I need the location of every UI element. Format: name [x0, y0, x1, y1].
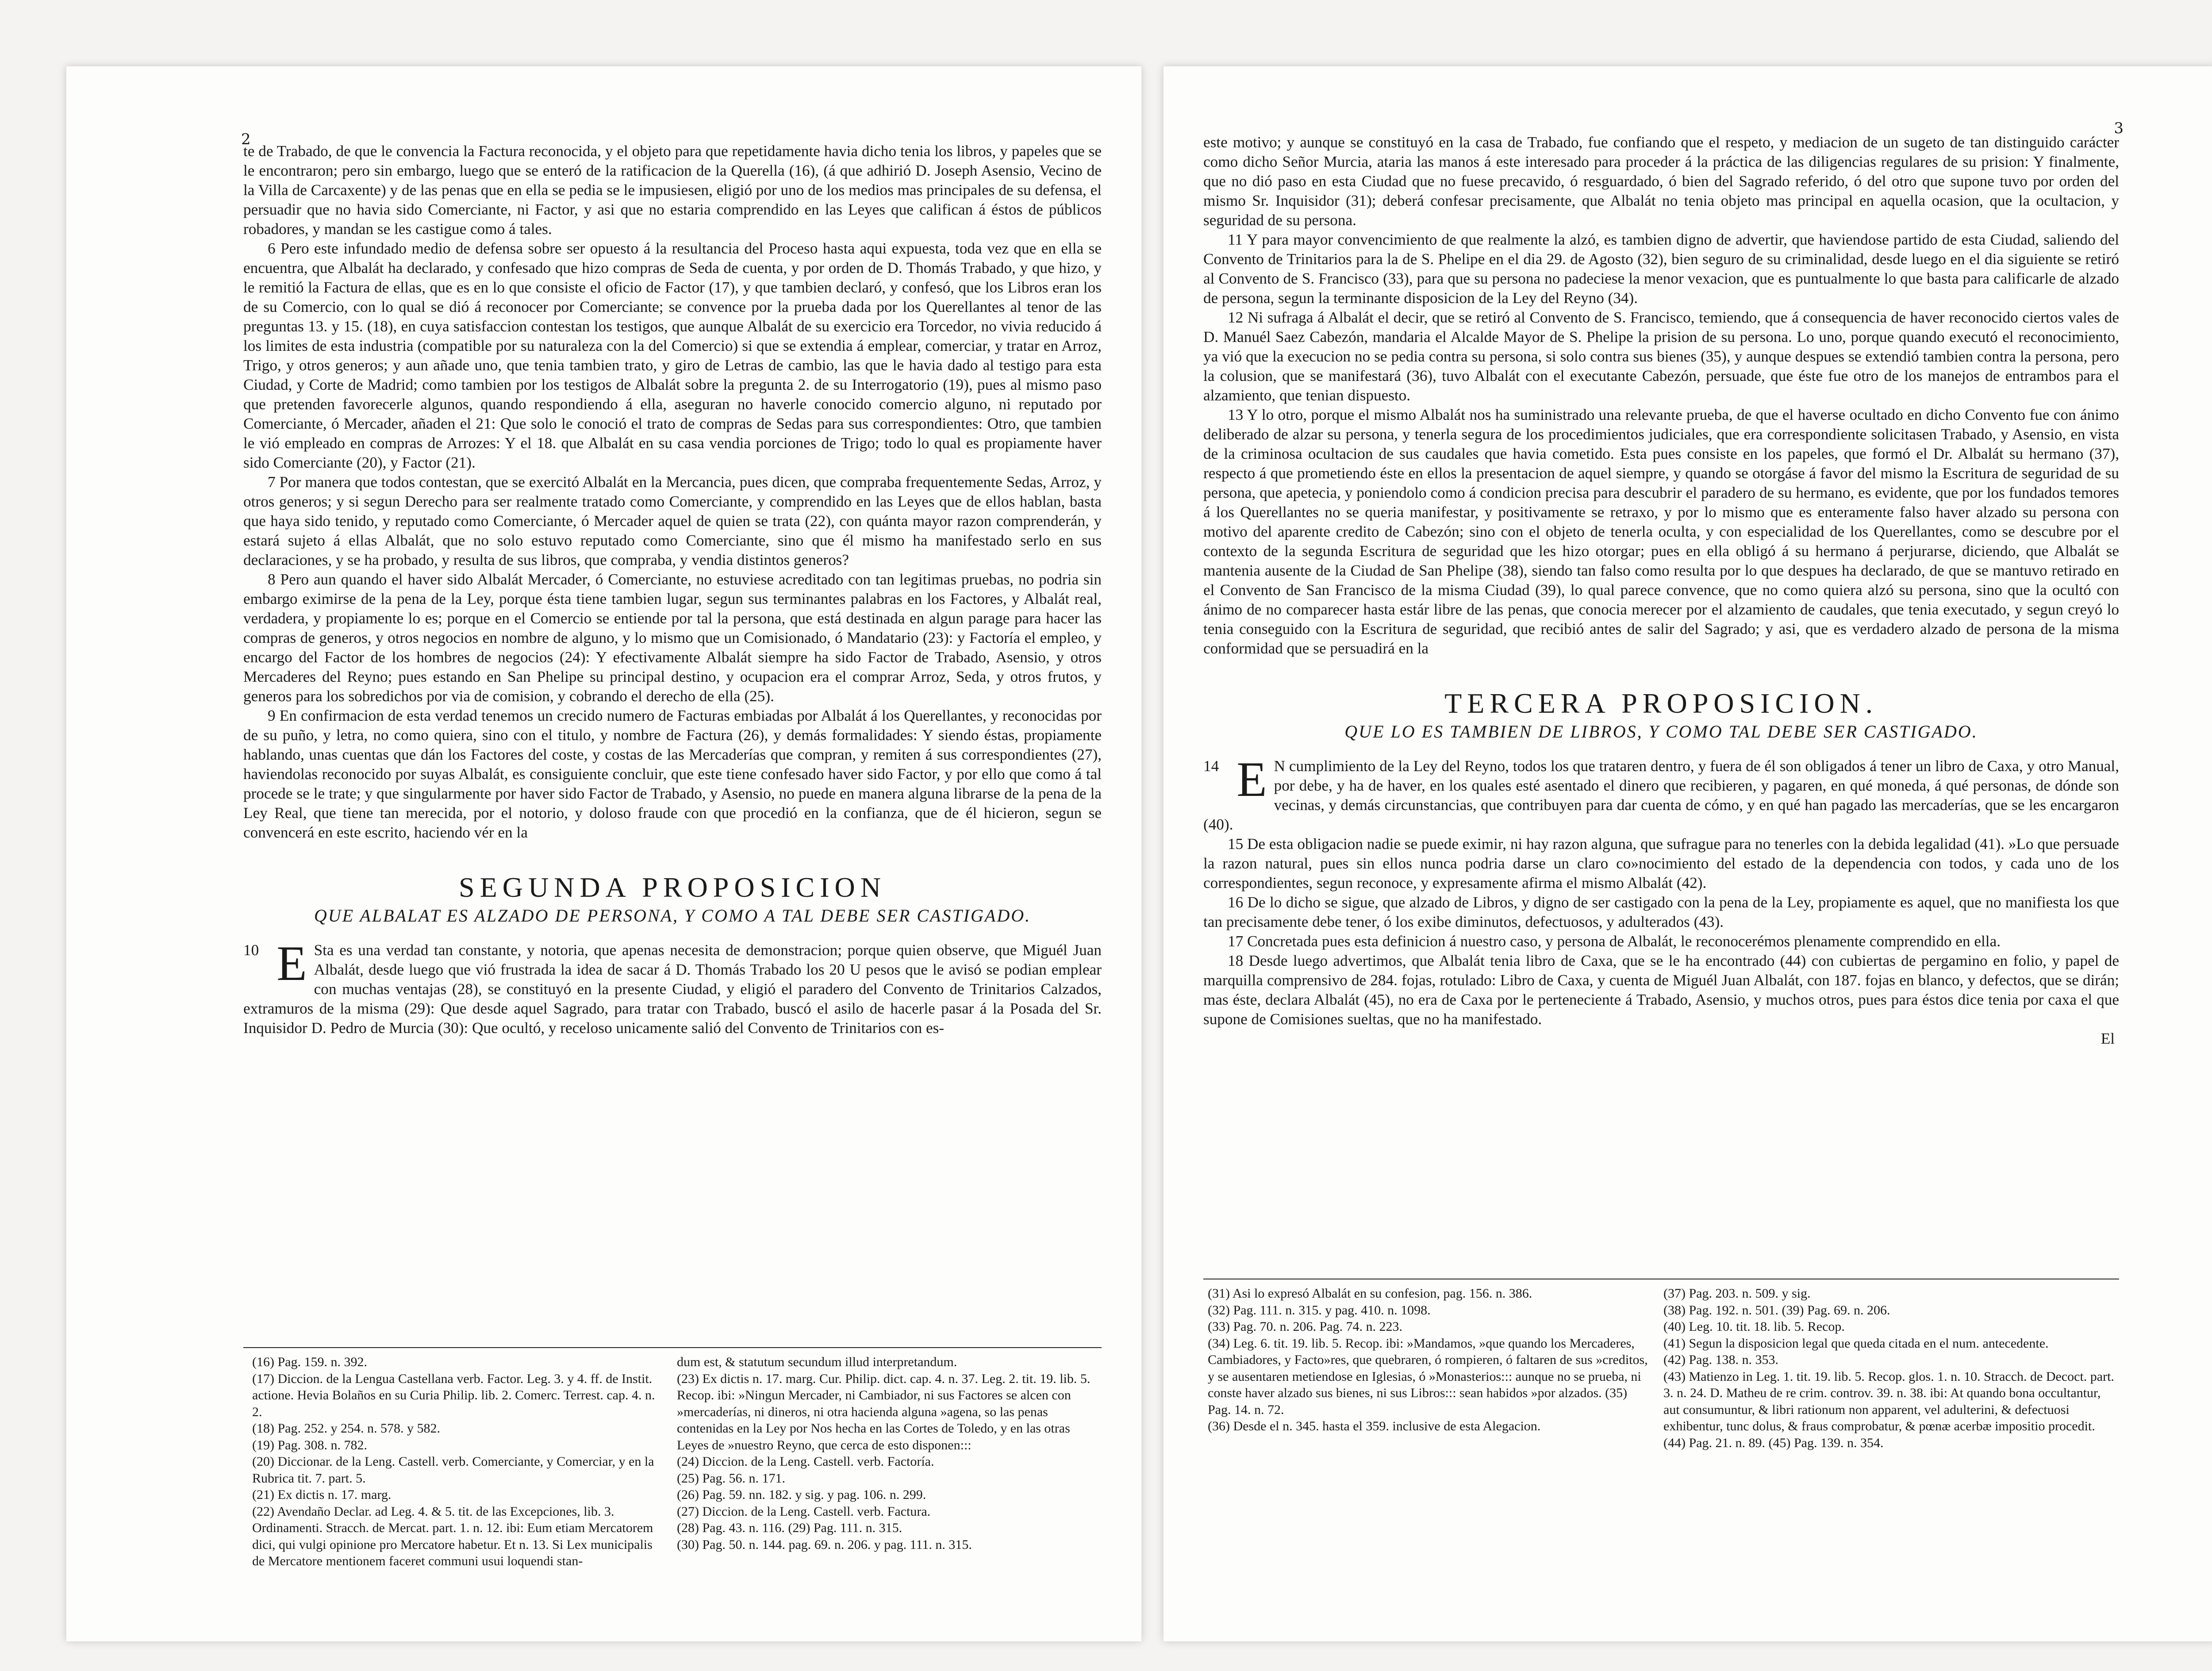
footnote: (27) Diccion. de la Leng. Castell. verb. Factura.: [677, 1504, 931, 1519]
footnote: (16) Pag. 159. n. 392.: [252, 1355, 367, 1369]
footnote: (28) Pag. 43. n. 116. (29) Pag. 111. n. 315.: [677, 1521, 902, 1535]
paragraph: 9 En confirmacion de esta verdad tenemos un crecido numero de Facturas embiadas por Albalát á los Querellantes, y reconocidas por de su puño, y letra, no como quiera, sino con el titulo, y nombre de Factura (26), y demás formalidades: Y siendo éstas, propiamente hablando, unas cuentas que dán los Factores del coste, y costas de las Mercaderías que compran, y remiten á sus correspondientes (27), haviendolas reconocido por suyas Albalát, es consiguiente concluir, que este tiene confesado haver sido Factor, y por ello que como á tal procede se le trate; y que singularmente por haver sido Factor de Trabado, y Asensio, no puede en manera alguna librarse de la pena de la Ley Real, que tiene tan merecida, por el notorio, y doloso fraude con que procedió en la confianza, que de él hicieron, segun se convencerá en este escrito, haciendo vér en la: [243, 707, 1102, 841]
section-heading: SEGUNDA PROPOSICION: [459, 872, 886, 903]
footnote: dum est, & statutum secundum illud interpretandum.: [677, 1355, 957, 1369]
right-page: [1164, 66, 2212, 1641]
section-subheading: QUE ALBALAT ES ALZADO DE PERSONA, Y COMO A TAL DEBE SER CASTIGADO.: [314, 906, 1031, 926]
paragraph: te de Trabado, de que le convencia la Factura reconocida, y el objeto para que repetidamente havia dicho tenia los libros, y papeles que se le encontraron; pero sin embargo, luego que se enteró de la ratificacion de la Querella (16), (á que adhirió D. Joseph Asensio, Vecino de la Villa de Carcaxente) y de las penas que en ella se pedia se le impusiesen, eligió por uno de los medios mas principales de su defensa, el persuadir que no havia sido Comerciante, ni Factor, y asi que no estaria comprendido en las Leyes que califican á éstos de públicos robadores, y mandan se les castigue como á tales.: [243, 142, 1102, 238]
footnote: (26) Pag. 59. nn. 182. y sig. y pag. 106. n. 299.: [677, 1487, 926, 1502]
section-subheading: QUE LO ES TAMBIEN DE LIBROS, Y COMO TAL DEBE SER CASTIGADO.: [1344, 722, 1978, 741]
page-number: 3: [2114, 119, 2124, 137]
paragraph: 12 Ni sufraga á Albalát el decir, que se retiró al Convento de S. Francisco, temiendo, que á consequencia de haver reconocido ciertos vales de D. Manuél Saez Cabezón, mandaria el Alcalde Mayor de S. Phelipe la prision de su persona. Lo uno, porque quando executó el reconocimiento, ya vió que la execucion no se pedia contra su persona, si solo contra sus bienes (35), y aunque despues se extendió tambien contra la persona, pero la colusion, que se manifestará (36), tuvo Albalát con el executante Cabezón, persuade, que éste fue otro de los manejos de entrambos para el alzamiento, que tenian dispuesto.: [1203, 309, 2119, 404]
drop-cap: E: [276, 936, 307, 991]
footnote: (25) Pag. 56. n. 171.: [677, 1471, 785, 1486]
footnote: (17) Diccion. de la Lengua Castellana verb. Factor. Leg. 3. y 4. ff. de Instit. actione. Hevia Bolaños en su Curia Philip. lib. 2. Comerc. Terrest. cap. 4. n. 2.: [252, 1371, 655, 1419]
footnote: (43) Matienzo in Leg. 1. tit. 19. lib. 5. Recop. glos. 1. n. 10. Stracch. de Decoct. part. 3. n. 24. D. Matheu de re crim. controv. 39. n. 38. ibi: At quando bona occultantur, aut consumuntur, & libri rationum non apparent, vel adulterini, & defectuosi exhibentur, tunc dolus, & fraus comprobatur, & pœnæ acerbæ impositio procedit.: [1663, 1369, 2114, 1433]
section-heading: TERCERA PROPOSICION.: [1444, 688, 1878, 719]
footnote: (24) Diccion. de la Leng. Castell. verb. Factoría.: [677, 1454, 934, 1469]
footnote: (34) Leg. 6. tit. 19. lib. 5. Recop. ibi: »Mandamos, »que quando los Mercaderes, Cambiadores, y Facto»res, que quebraren, ó rompieren, ó faltaren de sus »creditos, y se ausentaren metiendose en Iglesias, ó »Monasterios::: aunque no se prueba, ni conste haver alzado sus bienes, ni sus Libros::: sean habidos »por alzados. (35) Pag. 14. n. 72.: [1208, 1336, 1648, 1417]
paragraph: 15 De esta obligacion nadie se puede eximir, ni hay razon alguna, que sufrague para no tenerles con la debida legalidad (41). »Lo que persuade la razon natural, pues sin ellos nunca podria darse un claro co»nocimiento del estado de la dependencia con todos, y cada uno de los correspondientes, segun reconoce, y expresamente afirma el mismo Albalát (42).: [1203, 835, 2119, 891]
footnote: (18) Pag. 252. y 254. n. 578. y 582.: [252, 1421, 440, 1436]
left-page: [66, 66, 1141, 1641]
footnotes-column-1: [252, 1354, 664, 1570]
footnotes-column-2: [1663, 1285, 2115, 1451]
footnote: (38) Pag. 192. n. 501. (39) Pag. 69. n. 206.: [1663, 1302, 1890, 1318]
paragraph: 11 Y para mayor convencimiento de que realmente la alzó, es tambien digno de advertir, que haviendose partido de esta Ciudad, saliendo del Convento de Trinitarios para la de S. Phelipe en el dia 29. de Agosto (32), bien seguro de su criminalidad, desde luego en el dia siguiente se retiró al Convento de S. Francisco (33), para que su persona no padeciese la menor vexacion, que es puntualmente lo que basta para calificarle de alzado de persona, segun la terminante disposicion de la Ley del Reyno (34).: [1203, 231, 2119, 307]
paragraph-number: 14: [1203, 757, 1219, 775]
paragraph: 17 Concretada pues esta definicion á nuestro caso, y persona de Albalát, le reconocerémos plenamente comprendido en ella.: [1228, 933, 2001, 950]
paragraph-number: 10: [243, 941, 259, 959]
footnote: (23) Ex dictis n. 17. marg. Cur. Philip. dict. cap. 4. n. 37. Leg. 2. tit. 19. lib. 5. Recop. ibi: »Ningun Mercader, ni Cambiador, ni sus Factores se alcen con »mercaderías, ni dineros, ni otra hacienda alguna »agena, so las penas contenidas en la Ley por Nos hecha en las Cortes de Toledo, y en las otras Leyes de »nuestro Reyno, que cerca de esto disponen:::: [677, 1371, 1091, 1452]
footnote: (21) Ex dictis n. 17. marg.: [252, 1487, 392, 1502]
footnote: (37) Pag. 203. n. 509. y sig.: [1663, 1286, 1811, 1301]
drop-cap: E: [1237, 752, 1267, 807]
footnote: (30) Pag. 50. n. 144. pag. 69. n. 206. y pag. 111. n. 315.: [677, 1537, 972, 1552]
footnote-rule: [243, 1347, 1102, 1348]
footnote: (36) Desde el n. 345. hasta el 359. inclusive de esta Alegacion.: [1208, 1419, 1541, 1433]
page-number: 2: [241, 131, 251, 148]
paragraph: 16 De lo dicho se sigue, que alzado de Libros, y digno de ser castigado con la pena de la Ley, propiamente es aquel, que no manifiesta los que tan precisamente debe tener, ó los exibe diminutos, defectuosos, y adulterados (43).: [1203, 894, 2119, 930]
paragraph: N cumplimiento de la Ley del Reyno, todos los que trataren dentro, y fuera de él son obligados á tener un libro de Caxa, y otro Manual, por debe, y ha de haver, en los quales esté asentado el dinero que recibieren, y pagaren, en qué moneda, á qué personas, de dónde son vecinas, y demás circunstancias, que contribuyen para dar cuenta de cómo, y en qué han pagado las mercaderías, que se les encargaron (40).: [1203, 757, 2119, 833]
paragraph: 18 Desde luego advertimos, que Albalát tenia libro de Caxa, que se le ha encontrado (44) con cubiertas de pergamino en folio, y papel de marquilla comprensivo de 284. fojas, rotulado: Libro de Caxa, y cuenta de Miguél Juan Albalát, con 187. fojas en blanco, y defectos, que se dirán; mas éste, declara Albalát (45), no era de Caxa por le perteneciente á Trabado, Asensio, y muchos otros, pues para éstos dice tenia por caxa el que supone de Comisiones sueltas, que no ha manifestado.: [1203, 952, 2119, 1028]
left-page-body: [243, 142, 1102, 1038]
paragraph: 6 Pero este infundado medio de defensa sobre ser opuesto á la resultancia del Proceso hasta aqui expuesta, toda vez que en ella se encuentra, que Albalát ha declarado, y confesado que hizo compras de Seda de cuenta, y por orden de D. Thomás Trabado, y que hizo, y le remitió la Factura de ellas, que es en lo que consiste el oficio de Factor (17), y que tambien declaró, y confesó, que los Libros eran los de su Comercio, con lo qual se dió á reconocer por Comerciante; se convence por la prueba dada por los Querellantes al tenor de las preguntas 13. y 15. (18), en cuya satisfaccion contestan los testigos, que aunque Albalát de su exercicio era Torcedor, no vivia reducido á los limites de esta industria (compatible por su naturaleza con la del Comercio) si que se extendia á emplear, comerciar, y tratar en Arroz, Trigo, y otros generos; y aun añade uno, que tenia tambien trato, y giro de Letras de cambio, las que le havia dado al testigo para esta Ciudad, y Corte de Madrid; como tambien por los testigos de Albalát sobre la pregunta 2. de su Interrogatorio (19), pues al mismo paso que pretenden favorecerle algunos, quando respondiendo á ella, aseguran no haverle conocido comercio alguno, ni reputado por Comerciante, ó Mercader, añaden el 21: Que solo le conoció el trato de compras de Sedas para sus correspondientes: Otro, que tambien le vió empleado en compras de Arrozes: Y el 18. que Albalát en su casa vendia porciones de Trigo; todo lo qual es propiamente haver sido Comerciante (20), y Factor (21).: [243, 240, 1102, 471]
footnote: (44) Pag. 21. n. 89. (45) Pag. 139. n. 354.: [1663, 1435, 1884, 1450]
right-page-body: [1203, 133, 2119, 1049]
catchword: El: [2101, 1030, 2115, 1047]
paragraph: este motivo; y aunque se constituyó en la casa de Trabado, fue confiando que el respeto, y mediacion de un sugeto de tan distinguido carácter como dicho Señor Murcia, ataria las manos á este interesado para proceder á la práctica de las diligencias regulares de su prision: Y finalmente, que no dió paso en esta Ciudad que no fuese precavido, ó resguardado, ó bien del Sagrado referido, ó del otro que supone tuvo por orden del mismo Sr. Inquisidor (31); deberá confesar precisamente, que Albalát no tenia objeto mas principal en aquella ocasion, que la ocultacion, y seguridad de su persona.: [1203, 134, 2119, 229]
footnote: (41) Segun la disposicion legal que queda citada en el num. antecedente.: [1663, 1336, 2049, 1351]
footnote: (32) Pag. 111. n. 315. y pag. 410. n. 1098.: [1208, 1302, 1431, 1318]
footnotes-column-1: [1208, 1285, 1650, 1435]
footnote: (40) Leg. 10. tit. 18. lib. 5. Recop.: [1663, 1319, 1845, 1334]
footnote: (20) Diccionar. de la Leng. Castell. verb. Comerciante, y Comerciar, y en la Rubrica tit. 7. part. 5.: [252, 1454, 654, 1486]
paragraph: 7 Por manera que todos contestan, que se exercitó Albalát en la Mercancia, pues dicen, que compraba frequentemente Sedas, Arroz, y otros generos; y si segun Derecho para ser realmente tratado como Comerciante, y comprendido en las Leyes que de ellos hablan, basta que haya sido tenido, y reputado como Comerciante, ó Mercader aquel de quien se trata (22), con quánta mayor razon comprenderán, y estará sujeto á ellas Albalát, que no solo estuvo reputado como Comerciante, sino que él mismo ha manifestado serlo en sus declaraciones, y se ha probado, y resulta de sus libros, que compraba, y vendia distintos generos?: [243, 473, 1102, 569]
paragraph: 8 Pero aun quando el haver sido Albalát Mercader, ó Comerciante, no estuviese acreditado con tan legitimas pruebas, no podria sin embargo eximirse de la pena de la Ley, porque ésta tiene tambien lugar, segun sus terminantes palabras en los Factores, y Albalát real, verdadera, y propiamente lo es; porque en el Comercio se entiende por tal la persona, que está destinada en algun parage para hacer las compras de generos, y otros negocios en nombre de alguno, y lo mismo que un Comisionado, ó Mandatario (23): y Factoría el empleo, y encargo del Factor de los hombres de negocios (24): Y efectivamente Albalát siempre ha sido Factor de Trabado, Asensio, y otros Mercaderes del Reyno; pues estando en San Phelipe su principal destino, y ocupacion era el comprar Arroz, Seda, y otros frutos, y generos para los sobredichos por via de comision, y cobrando el derecho de ella (25).: [243, 571, 1102, 705]
footnote: (42) Pag. 138. n. 353.: [1663, 1352, 1778, 1367]
footnotes-column-2: [677, 1354, 1093, 1553]
footnote: (19) Pag. 308. n. 782.: [252, 1437, 367, 1452]
footnote: (33) Pag. 70. n. 206. Pag. 74. n. 223.: [1208, 1319, 1402, 1334]
paragraph: Sta es una verdad tan constante, y notoria, que apenas necesita de demonstracion; porque quien observe, que Miguél Juan Albalát, desde luego que vió frustrada la idea de sacar á D. Thomás Trabado los 20 U pesos que le avisó se podian emplear con muchas ventajas (28), se constituyó en la presente Ciudad, y eligió el paradero del Convento de Trinitarios Calzados, extramuros de la misma (29): Que desde aquel Sagrado, para tratar con Trabado, buscó el asilo de hacerle pasar á la Posada del Sr. Inquisidor D. Pedro de Murcia (30): Que ocultó, y receloso unicamente salió del Convento de Trinitarios con es-: [243, 941, 1102, 1037]
footnote: (31) Asi lo expresó Albalát en su confesion, pag. 156. n. 386.: [1208, 1286, 1532, 1301]
paragraph: 13 Y lo otro, porque el mismo Albalát nos ha suministrado una relevante prueba, de que el haverse ocultado en dicho Convento fue con ánimo deliberado de alzar su persona, y tenerla segura de los procedimientos judiciales, que era correspondiente solicitasen Trabado, y Asensio, en vista de la criminosa ocultacion de sus caudales que havia cometido. Esta pues consiste en los papeles, que formó el Dr. Albalát su hermano (37), respecto á que prometiendo éste en ellos la presentacion de aquel siempre, y quando se otorgáse á favor del mismo la Escritura de seguridad de su persona, que apetecia, y poniendolo como á condicion precisa para descubrir el paradero de su hermano, es evidente, que por los fundados temores á los Querellantes no se queria manifestar, y positivamente se retraxo, y por lo mismo que es enteramente falso haver alzado su persona con motivo del aparente credito de Cabezón; sino con el objeto de tenerla oculta, y con especialidad de los Querellantes, como se descubre por el contexto de la segunda Escritura de seguridad que les hizo otorgar; pues en ella obligó á su hermano á perjurarse, diciendo, que Albalát se mantenia ausente de la Ciudad de San Phelipe (38), siendo tan falso como resulta por lo que despues ha declarado, de que se mantuvo retirado en el Convento de San Francisco de la misma Ciudad (39), lo qual parece convence, que no como quiera alzó su persona, sino que la ocultó con ánimo de no comparecer hasta estár libre de las penas, que conocia merecer por el alzamiento de caudales, que tenia executado, y segun creyó lo tenia conseguido con la Escritura de seguridad, que recibió antes de salir del Sagrado; y asi, que es verdadero alzado de persona de la misma conformidad que se persuadirá en la: [1203, 406, 2119, 657]
footnote: (22) Avendaño Declar. ad Leg. 4. & 5. tit. de las Excepciones, lib. 3. Ordinamenti. Stracch. de Mercat. part. 1. n. 12. ibi: Eum etiam Mercatorem dici, qui vulgi opinione pro Mercatore habetur. Et n. 13. Si Lex municipalis de Mercatore mentionem faceret communi usui loquendi stan-: [252, 1504, 653, 1568]
